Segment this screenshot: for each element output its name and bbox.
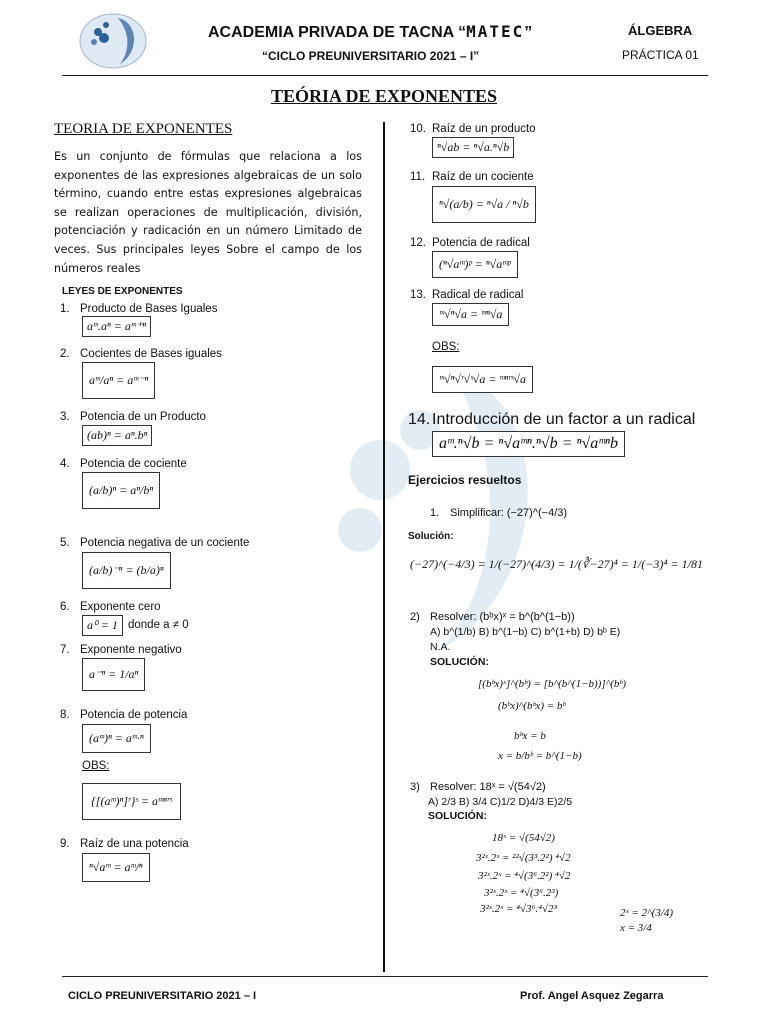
- footer-cycle: CICLO PREUNIVERSITARIO 2021 – I: [68, 990, 257, 1002]
- exercise-2-step-1: [(bᵇx)ˣ]^(bᵇ) = [b^(b^(1−b))]^(bᵇ): [478, 678, 627, 690]
- law-2: 2. Cocientes de Bases iguales: [60, 348, 222, 360]
- exercise-2: 2) Resolver: (bᵇx)ˣ = b^(b^(1−b)): [410, 611, 575, 623]
- law-6-note: donde a ≠ 0: [128, 619, 189, 631]
- law-3-formula: (ab)ⁿ = aⁿ.bⁿ: [82, 425, 152, 446]
- law-4: 4. Potencia de cociente: [60, 458, 187, 470]
- exercise-3-step-1: 18ˣ = √(54√2): [492, 832, 555, 844]
- law-9: 9. Raíz de una potencia: [60, 838, 189, 850]
- law-5: 5. Potencia negativa de un cociente: [60, 537, 250, 549]
- exercise-2-step-4: x = b/bᵇ = b^(1−b): [498, 750, 582, 762]
- column-divider: [383, 122, 385, 972]
- law-10-formula: ⁿ√ab = ⁿ√a.ⁿ√b: [432, 137, 514, 158]
- law-12-formula: (ⁿ√aᵐ)ᵖ = ⁿ√aᵐᵖ: [432, 251, 518, 278]
- obs-formula-left: {[(aᵐ)ⁿ]ʳ}ˢ = aᵐⁿʳˢ: [82, 783, 181, 820]
- obs-formula-right: ᵐ√ⁿ√ʳ√ˢ√a = ᵐⁿʳˢ√a: [432, 366, 533, 393]
- law-14: 14. Introducción de un factor a un radical: [408, 411, 696, 428]
- law-6: 6. Exponente cero: [60, 601, 161, 613]
- law-12: 12. Potencia de radical: [410, 237, 530, 249]
- header-practice: PRÁCTICA 01: [622, 48, 699, 62]
- obs-label-right: OBS:: [432, 341, 460, 353]
- exercise-3-answer-1: 2ˣ = 2^(3/4): [620, 907, 674, 919]
- exercise-3-step-3: 3²ˣ.2ˣ = ⁴√(3⁶.2²) ⁴√2: [478, 870, 571, 882]
- footer-divider: [62, 976, 708, 977]
- law-6-formula: a⁰ = 1: [82, 615, 123, 636]
- law-8-formula: (aᵐ)ⁿ = aᵐ·ⁿ: [82, 724, 151, 753]
- exercise-2-solution-label: SOLUCIÓN:: [430, 656, 489, 668]
- law-2-formula: aᵐ/aⁿ = aᵐ⁻ⁿ: [82, 362, 155, 399]
- header-title: ACADEMIA PRIVADA DE TACNA “MATEC”: [208, 22, 533, 41]
- header-subtitle: “CICLO PREUNIVERSITARIO 2021 – I”: [262, 49, 480, 63]
- page-title: TEÓRIA DE EXPONENTES: [270, 86, 498, 106]
- law-1-formula: aᵐ.aⁿ = aᵐ⁺ⁿ: [82, 316, 151, 337]
- exercise-2-step-2: (bᵇx)^(bᵇx) = bᵇ: [498, 700, 566, 712]
- exercise-2-step-3: bᵇx = b: [514, 730, 546, 742]
- header-subject: ÁLGEBRA: [628, 23, 693, 38]
- exercise-3-step-4: 3²ˣ.2ˣ = ⁴√(3⁶.2³): [484, 887, 559, 899]
- law-7-formula: a⁻ⁿ = 1/aⁿ: [82, 658, 145, 691]
- obs-label-left: OBS:: [82, 760, 110, 772]
- law-11-formula: ⁿ√(a/b) = ⁿ√a / ⁿ√b: [432, 186, 536, 223]
- law-14-formula: aᵐ.ⁿ√b = ⁿ√aᵐⁿ.ⁿ√b = ⁿ√aᵐⁿb: [432, 431, 625, 457]
- exercise-1-solution-label: Solución:: [408, 531, 454, 542]
- law-5-formula: (a/b)⁻ⁿ = (b/a)ⁿ: [82, 552, 171, 589]
- footer-author: Prof. Angel Asquez Zegarra: [520, 990, 664, 1002]
- law-1: 1. Producto de Bases Iguales: [60, 303, 218, 315]
- law-4-formula: (a/b)ⁿ = aⁿ/bⁿ: [82, 472, 160, 509]
- exercise-3-step-5: 3²ˣ.2ˣ = ⁴√3⁶.⁴√2³: [480, 903, 557, 915]
- exercise-1-solution: (−27)^(−4/3) = 1/(−27)^(4/3) = 1/(∛−27)⁴ = 1/(−3)⁴ = 1/81: [410, 557, 703, 571]
- exercise-2-options: A) b^(1/b) B) b^(1−b) C) b^(1+b) D) bᵇ E): [430, 626, 621, 638]
- exercise-3-answer-2: x = 3/4: [620, 922, 652, 934]
- section-title: TEORIA DE EXPONENTES: [54, 121, 233, 137]
- brand-name: MATEC: [466, 22, 525, 41]
- law-11: 11. Raíz de un cociente: [410, 171, 534, 183]
- exercises-title: Ejercicios resueltos: [408, 473, 522, 487]
- header-divider: [62, 75, 708, 76]
- exercise-3: 3) Resolver: 18ˣ = √(54√2): [410, 781, 546, 793]
- exercise-1: 1. Simplificar: (−27)^(−4/3): [430, 507, 568, 519]
- intro-paragraph: Es un conjunto de fórmulas que relaciona a los exponentes de las expresiones algebraicas de un solo término, cuando entre estas expresiones algebraicas se realizan operaciones de multiplicación, división, potenciación y radicación en un número Limitado de veces. Sus principales leyes Sobre el campo de los números reales: [54, 150, 362, 275]
- law-10: 10. Raíz de un producto: [410, 123, 536, 135]
- exercise-3-options: A) 2/3 B) 3/4 C)1/2 D)4/3 E)2/5: [428, 796, 573, 808]
- law-13: 13. Radical de radical: [410, 289, 524, 301]
- law-9-formula: ⁿ√aᵐ = aᵐ/ⁿ: [82, 853, 150, 882]
- law-7: 7. Exponente negativo: [60, 644, 182, 656]
- law-13-formula: ᵐ√ⁿ√a = ᵐⁿ√a: [432, 303, 509, 326]
- exercise-3-solution-label: SOLUCIÓN:: [428, 810, 487, 822]
- law-8: 8. Potencia de potencia: [60, 709, 188, 721]
- law-3: 3. Potencia de un Producto: [60, 411, 206, 423]
- exercise-3-step-2: 3²ˣ.2ˣ = ²²√(3³.2²) ⁴√2: [476, 852, 571, 864]
- academy-logo: [78, 12, 148, 70]
- exercise-2-options-2: N.A.: [430, 641, 451, 653]
- laws-title: LEYES DE EXPONENTES: [62, 286, 183, 297]
